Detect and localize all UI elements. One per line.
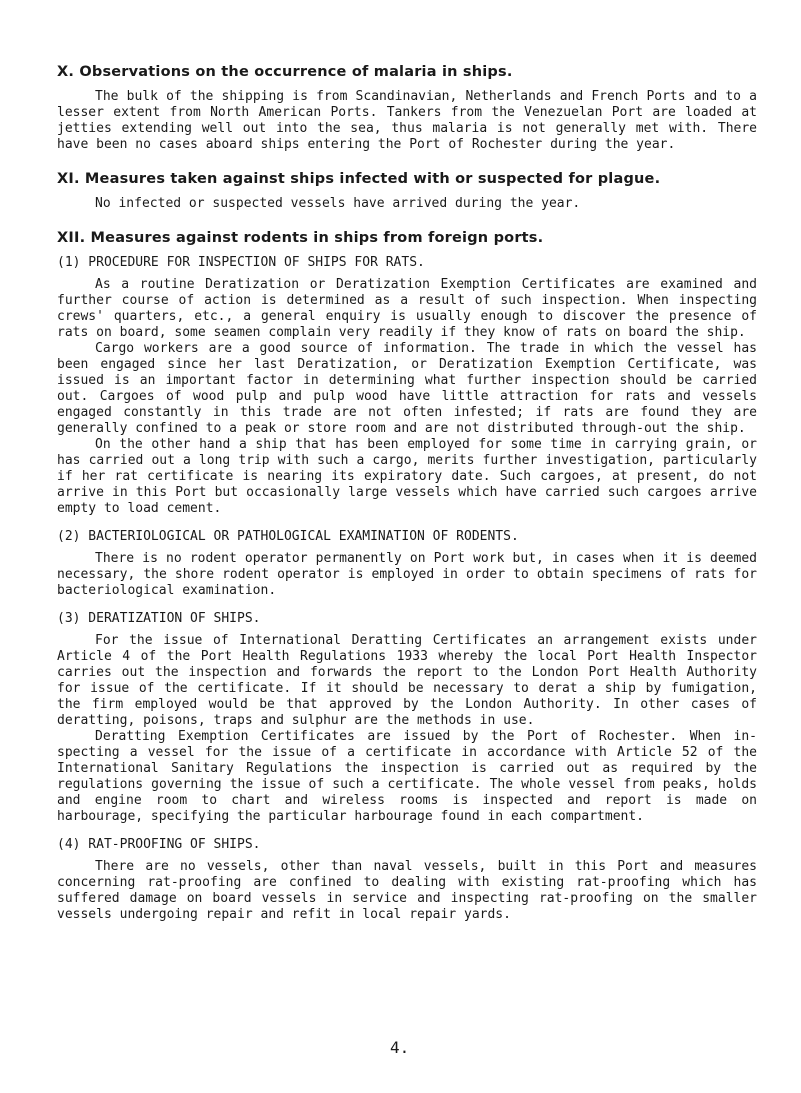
section-x-heading: X. Observations on the occurrence of malaria in ships. bbox=[57, 64, 513, 80]
subsection-2-paragraph-1: There is no rodent operator permanently on Port work but, in cases when it is deemed necessary, the shore rodent operator is employed in order to obtain specimens of rats for bacteriological examination. bbox=[57, 551, 757, 598]
section-x-body: The bulk of the shipping is from Scandinavian, Netherlands and French Ports and to a lesser extent from North American Ports. Tankers from the Venezuelan Port are loaded at jetties extending well out into the sea, thus malaria is not generally met with. There have been no cases aboard ships entering the Port of Rochester during the year. bbox=[57, 89, 757, 152]
subsection-3-heading: (3) DERATIZATION OF SHIPS. bbox=[57, 611, 261, 626]
subsection-3-paragraph-1: For the issue of International Deratting Certificates an arrangement exists under Article 4 of the Port Health Regulations 1933 whereby the local Port Health Inspector carries out the inspection and forwards the report to the London Port Health Authority for issue of the certificate. If it should be necessary to derat a ship by fumigation, the firm employed would be that approved by the London Authority. In other cases of deratting, poisons, traps and sulphur are the methods in use. bbox=[57, 633, 757, 728]
subsection-1-heading: (1) PROCEDURE FOR INSPECTION OF SHIPS FOR RATS. bbox=[57, 255, 425, 270]
subsection-1-paragraph-3: On the other hand a ship that has been employed for some time in carrying grain, or has carried out a long trip with such a cargo, merits further investigation, particularly if her rat certificate is nearing its expiratory date. Such cargoes, at present, do not arrive in this Port but occasionally large vessels which have carried such cargoes arrive empty to load cement. bbox=[57, 437, 757, 516]
subsection-1-paragraph-1: As a routine Deratization or Deratization Exemption Certificates are examined and further course of action is determined as a result of such inspection. When inspecting crews' quarters, etc., a general enquiry is usually enough to discover the presence of rats on board, some seamen complain very readily if they know of rats on board the ship. bbox=[57, 277, 757, 340]
subsection-4-heading: (4) RAT-PROOFING OF SHIPS. bbox=[57, 837, 261, 852]
section-xi-heading: XI. Measures taken against ships infected with or suspected for plague. bbox=[57, 171, 661, 187]
document-page bbox=[57, 62, 757, 923]
section-xii-heading: XII. Measures against rodents in ships from foreign ports. bbox=[57, 230, 544, 246]
subsection-3-paragraph-2: Deratting Exemption Certificates are issued by the Port of Rochester. When in-specting a vessel for the issue of a certificate in accordance with Article 52 of the International Sanitary Regulations the inspection is carried out as required by the regulations governing the issue of such a certificate. The whole vessel from peaks, holds and engine room to chart and wireless rooms is inspected and report is made on harbourage, specifying the particular harbourage found in each compartment. bbox=[57, 729, 757, 824]
subsection-1-paragraph-2: Cargo workers are a good source of information. The trade in which the vessel has been engaged since her last Deratization, or Deratization Exemption Certificate, was issued is an important factor in determining what further inspection should be carried out. Cargoes of wood pulp and pulp wood have little attraction for rats and vessels engaged constantly in this trade are not often infested; if rats are found they are generally confined to a peak or store room and are not distributed through-out the ship. bbox=[57, 341, 757, 436]
subsection-4-paragraph-1: There are no vessels, other than naval vessels, built in this Port and measures concerning rat-proofing are confined to dealing with existing rat-proofing which has suffered damage on board vessels in service and inspecting rat-proofing on the smaller vessels undergoing repair and refit in local repair yards. bbox=[57, 859, 757, 922]
section-xi-body: No infected or suspected vessels have arrived during the year. bbox=[95, 196, 581, 211]
page-number: 4. bbox=[390, 1038, 410, 1057]
subsection-2-heading: (2) BACTERIOLOGICAL OR PATHOLOGICAL EXAMINATION OF RODENTS. bbox=[57, 529, 519, 544]
